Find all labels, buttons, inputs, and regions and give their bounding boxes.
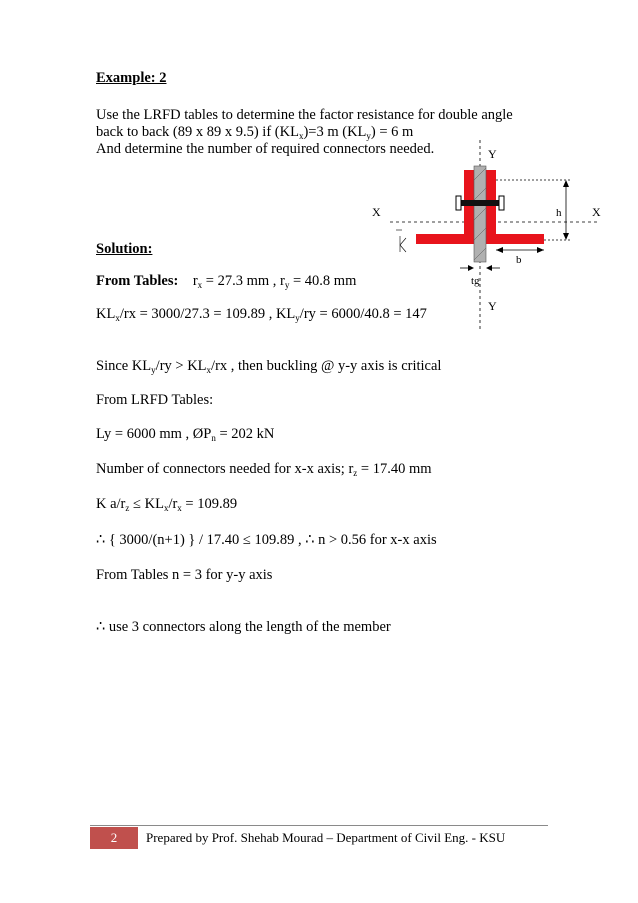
- problem-line-1: Use the LRFD tables to determine the factor resistance for double angle: [96, 107, 513, 123]
- ly-line: Ly = 6000 mm , $ØP_n = 202$ kN: [96, 426, 275, 443]
- label-h: h: [556, 207, 562, 219]
- footer-rule: [90, 825, 548, 826]
- since-line: Since $KL_y/ry > KL_x/rx$ , then buckling @ y-y axis is critical: [96, 358, 442, 375]
- from-tables-line: From Tables: $r_x = 27.3$ mm , $r_y = 40.8$ mm: [96, 273, 357, 290]
- lrfd-tables-label: From LRFD Tables:: [96, 392, 214, 408]
- label-tg: tg: [471, 275, 480, 287]
- connectors-line: Number of connectors needed for x-x axis; $r_z = 17.40$ mm: [96, 461, 432, 478]
- footer-text: Prepared by Prof. Shehab Mourad – Department of Civil Eng. - KSU: [146, 830, 506, 845]
- ka-line: K $a/r_z \le KL_x/r_x = 109.89$: [96, 496, 238, 513]
- bolt-head: [456, 196, 461, 210]
- example-title: Example: 2: [96, 70, 167, 86]
- label-x-left: X: [372, 205, 381, 219]
- problem-line-2: back to back (89 x 89 x 9.5) if $(KL_x)=3$ m $(KL_y) = 6$ m: [96, 124, 414, 141]
- from-tables-n-line: From Tables n = 3 for y-y axis: [96, 567, 273, 583]
- conclusion-line: ∴ use 3 connectors along the length of the member: [96, 619, 391, 635]
- double-angle-section-diagram: [360, 140, 638, 330]
- bolt-nut: [499, 196, 504, 210]
- therefore-line: ∴ { 3000/(n+1) } / 17.40 ≤ 109.89 , ∴ n > 0.56 for x-x axis: [96, 532, 437, 548]
- problem-line-3: And determine the number of required connectors needed.: [96, 141, 435, 157]
- left-angle-leg-horizontal: [416, 234, 474, 244]
- label-x-right: X: [592, 205, 601, 219]
- solution-heading: Solution:: [96, 241, 153, 257]
- right-angle-leg-horizontal: [486, 234, 544, 244]
- connector-bolt: [460, 200, 500, 206]
- page-number: 2: [90, 827, 138, 849]
- label-y-top: Y: [488, 147, 497, 161]
- label-b: b: [516, 254, 522, 266]
- slenderness-line: $KL_x/rx = 3000/27.3 = 109.89$ , $KL_y/ry = 6000/40.8 = 147$: [96, 306, 427, 323]
- label-y-bottom: Y: [488, 299, 497, 313]
